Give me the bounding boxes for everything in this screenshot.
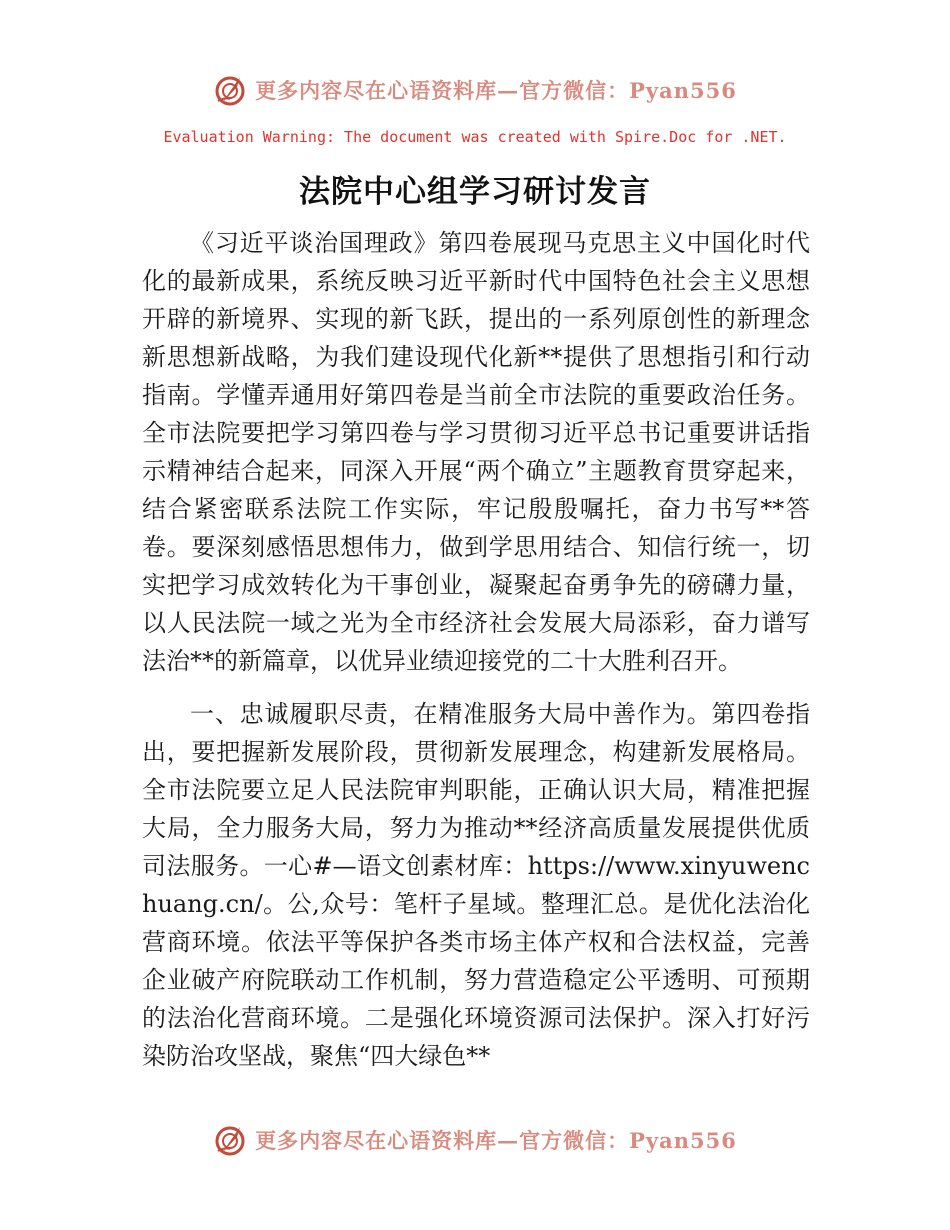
body-paragraph: 一、忠诚履职尽责，在精准服务大局中善作为。第四卷指出，要把握新发展阶段，贯彻新发展理念，构建新发展格局。全市法院要立足人民法院审判职能，正确认识大局，精准把握大局，全力服务大局，努力为推动**经济高质量发展提供优质司法服务。一心#—语文创素材库：https://www.xinyuwenchuang.cn/。公,众号：笔杆子星域。整理汇总。是优化法治化营商环境。依法平等保护各类市场主体产权和合法权益，完善企业破产府院联动工作机制，努力营造稳定公平透明、可预期的法治化营商环境。二是强化环境资源司法保护。深入打好污染防治攻坚战，聚焦“四大绿色** — [142, 700, 810, 1070]
quill-pen-logo-icon — [213, 1123, 247, 1157]
document-title: 法院中心组学习研讨发言 — [299, 174, 651, 210]
footer-watermark — [0, 1118, 950, 1162]
body-paragraph: 《习近平谈治国理政》第四卷展现马克思主义中国化时代化的最新成果，系统反映习近平新时代中国特色社会主义思想开辟的新境界、实现的新飞跃，提出的一系列原创性的新理念新思想新战略，为我们建设现代化新**提供了思想指引和行动指南。学懂弄通用好第四卷是当前全市法院的重要政治任务。全市法院要把学习第四卷与学习贯彻习近平总书记重要讲话指示精神结合起来，同深入开展“两个确立”主题教育贯穿起来，结合紧密联系法院工作实际，牢记殷殷嘱托，奋力书写**答卷。要深刻感悟思想伟力，做到学思用结合、知信行统一，切实把学习成效转化为干事创业，凝聚起奋勇争先的磅礴力量，以人民法院一域之光为全市经济社会发展大局添彩，奋力谱写法治**的新篇章，以优异业绩迎接党的二十大胜利召开。 — [142, 229, 810, 675]
watermark-text: 更多内容尽在心语资料库—官方微信：Pyan556 — [255, 1128, 737, 1153]
quill-pen-logo-icon — [213, 73, 247, 107]
header-watermark — [0, 68, 950, 112]
evaluation-warning: Evaluation Warning: The document was created with Spire.Doc for .NET. — [163, 128, 787, 146]
watermark-text: 更多内容尽在心语资料库—官方微信：Pyan556 — [255, 78, 737, 103]
